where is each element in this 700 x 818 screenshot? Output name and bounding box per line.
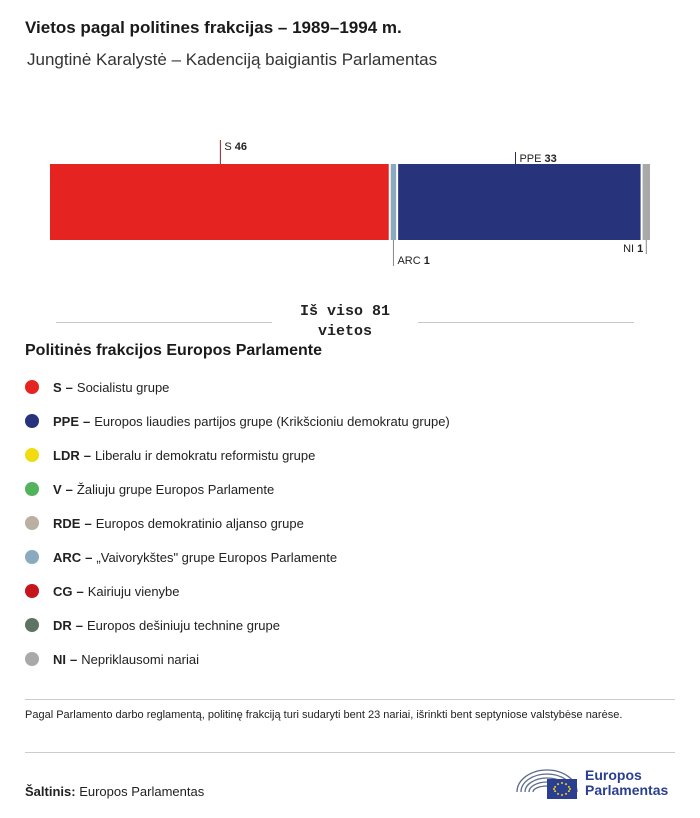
- legend-abbr: PPE: [53, 413, 80, 429]
- legend-separator: –: [65, 481, 73, 497]
- total-divider-left: [56, 322, 272, 323]
- bar-label-value: 33: [544, 153, 557, 165]
- legend-label: Nepriklausomi nariai: [81, 651, 200, 667]
- total-seats-line2: vietos: [317, 323, 372, 340]
- legend-abbr: CG: [53, 583, 73, 599]
- bar-label-category: ARC: [397, 255, 424, 267]
- legend-abbr: DR: [53, 617, 72, 633]
- legend-separator: –: [75, 617, 84, 633]
- legend-item-ppe: [25, 404, 450, 438]
- legend-swatch-v: [25, 482, 39, 496]
- legend-item-s: [25, 370, 450, 404]
- bar-segment-ni: [643, 164, 650, 240]
- bar-label-s: [224, 141, 247, 153]
- bar-label-category: NI: [623, 243, 638, 255]
- legend: [25, 370, 450, 676]
- legend-swatch-s: [25, 380, 39, 394]
- legend-item-dr: [25, 608, 450, 642]
- logo-text: [585, 768, 668, 798]
- legend-abbr: V: [53, 481, 62, 497]
- legend-abbr: S: [53, 379, 62, 395]
- source: [25, 784, 204, 799]
- legend-label: Socialistu grupe: [76, 379, 170, 395]
- legend-abbr: LDR: [53, 447, 80, 463]
- legend-swatch-ni: [25, 652, 39, 666]
- total-seats-line1: Iš viso 81: [299, 303, 390, 320]
- legend-swatch-dr: [25, 618, 39, 632]
- legend-abbr: RDE: [53, 515, 81, 531]
- legend-item-v: [25, 472, 450, 506]
- legend-separator: –: [84, 515, 92, 531]
- source-label: Šaltinis:: [25, 784, 76, 799]
- chart-title: Vietos pagal politines frakcijas – 1989–1994 m.: [25, 18, 402, 37]
- bar-label-value: 1: [423, 255, 430, 267]
- legend-item-rde: [25, 506, 450, 540]
- logo-text-line2: Parlamentas: [585, 782, 669, 798]
- legend-item-ni: [25, 642, 450, 676]
- legend-swatch-cg: [25, 584, 39, 598]
- legend-swatch-ldr: [25, 448, 39, 462]
- legend-title: Politinės frakcijos Europos Parlamente: [25, 342, 322, 359]
- chart-subtitle: Jungtinė Karalystė – Kadenciją baigiantis Parlamentas: [27, 50, 438, 69]
- legend-abbr: ARC: [53, 549, 82, 565]
- european-parliament-logo: [514, 762, 679, 802]
- parliament-hemicycle-icon: [514, 762, 580, 802]
- bar-segment-s: [50, 164, 389, 240]
- legend-swatch-rde: [25, 516, 39, 530]
- bar-label-ppe: [519, 153, 556, 165]
- divider-bottom: [25, 752, 675, 753]
- legend-separator: –: [65, 379, 73, 395]
- legend-swatch-arc: [25, 550, 39, 564]
- legend-label: Europos dešiniuju technine grupe: [87, 617, 280, 633]
- legend-separator: –: [83, 413, 91, 429]
- total-seats: [56, 302, 634, 342]
- total-seats-label: [272, 302, 418, 342]
- legend-separator: –: [85, 549, 93, 565]
- legend-separator: –: [70, 651, 78, 667]
- legend-item-ldr: [25, 438, 450, 472]
- bar-label-category: S: [224, 141, 235, 153]
- seat-distribution-chart: [0, 120, 700, 290]
- logo-text-line1: Europos: [585, 767, 642, 783]
- bar-label-category: PPE: [519, 153, 545, 165]
- bar-label-ni: [623, 243, 643, 255]
- bar-segment-ppe: [398, 164, 640, 240]
- source-value: Europos Parlamentas: [79, 784, 205, 799]
- legend-item-arc: [25, 540, 450, 574]
- legend-swatch-ppe: [25, 414, 39, 428]
- legend-separator: –: [76, 583, 84, 599]
- bar-segment-arc: [391, 164, 396, 240]
- legend-label: Europos liaudies partijos grupe (Krikšcioniu demokratu grupe): [94, 413, 450, 429]
- bar-label-arc: [397, 255, 429, 267]
- legend-abbr: NI: [53, 651, 66, 667]
- legend-separator: –: [83, 447, 91, 463]
- legend-label: Liberalu ir demokratu reformistu grupe: [94, 447, 316, 463]
- legend-label: Žaliuju grupe Europos Parlamente: [76, 481, 275, 497]
- legend-item-cg: [25, 574, 450, 608]
- legend-label: „Vaivorykštes" grupe Europos Parlamente: [96, 549, 338, 565]
- legend-label: Kairiuju vienybe: [87, 583, 180, 599]
- bar-label-value: 1: [637, 243, 644, 255]
- divider-top: [25, 699, 675, 700]
- bar-label-value: 46: [234, 141, 248, 153]
- footnote: Pagal Parlamento darbo reglamentą, politinę frakciją turi sudaryti bent 23 nariai, išrinkti bent septyniose valstybėse narėse.: [25, 709, 623, 721]
- legend-label: Europos demokratinio aljanso grupe: [95, 515, 304, 531]
- total-divider-right: [418, 322, 634, 323]
